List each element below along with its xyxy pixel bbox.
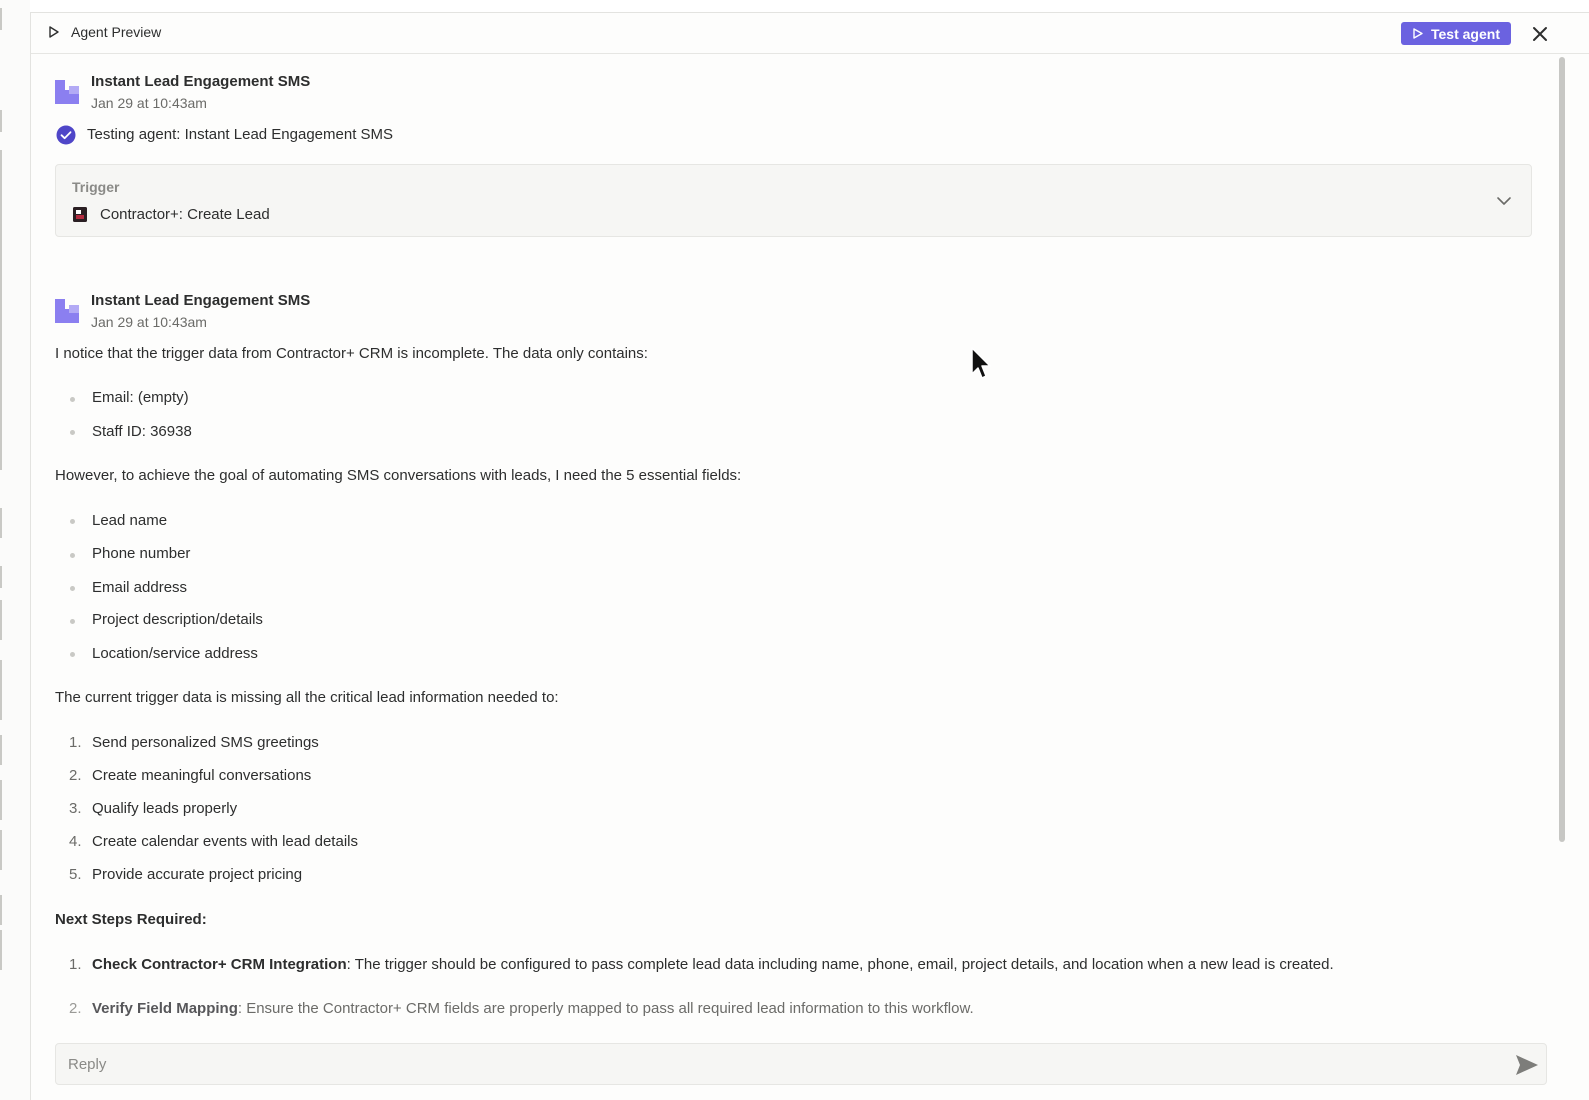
- bullet: [70, 652, 75, 657]
- test-agent-label: Test agent: [1431, 25, 1500, 42]
- panel-title: Agent Preview: [71, 24, 162, 40]
- list-item: Phone number: [92, 545, 191, 562]
- agent-preview-panel: [30, 12, 1589, 1100]
- bullet: [70, 586, 75, 591]
- next-step-text: : Ensure the Contractor+ CRM fields are properly mapped to pass all required lead information to this workflow.: [237, 1000, 974, 1017]
- message-timestamp: Jan 29 at 10:43am: [91, 314, 207, 330]
- message-author: Instant Lead Engagement SMS: [91, 73, 311, 90]
- list-number: 1.: [69, 956, 82, 973]
- list-number: 2.: [69, 1000, 82, 1017]
- list-item: Send personalized SMS greetings: [92, 734, 319, 751]
- list-item: Email: (empty): [92, 389, 189, 406]
- bullet: [70, 519, 75, 524]
- list-number: 5.: [69, 866, 82, 883]
- play-outline-icon: [49, 26, 59, 38]
- list-number: 2.: [69, 767, 82, 784]
- trigger-card[interactable]: [55, 164, 1532, 237]
- list-item: Staff ID: 36938: [92, 423, 192, 440]
- message-paragraph: The current trigger data is missing all the critical lead information needed to:: [55, 689, 559, 706]
- bullet: [70, 553, 75, 558]
- bullet: [70, 397, 75, 402]
- list-item: Location/service address: [92, 645, 258, 662]
- list-item: Qualify leads properly: [92, 800, 238, 817]
- test-agent-button[interactable]: [1401, 22, 1511, 45]
- bullet: [70, 619, 75, 624]
- trigger-value: Contractor+: Create Lead: [100, 206, 270, 223]
- agent-avatar-icon: [55, 80, 79, 104]
- list-item: Email address: [92, 579, 188, 596]
- list-number: 1.: [69, 734, 82, 751]
- close-icon[interactable]: [1529, 23, 1551, 45]
- message-timestamp: Jan 29 at 10:43am: [91, 95, 207, 111]
- mouse-cursor-icon: [970, 346, 992, 380]
- send-icon[interactable]: [1514, 1053, 1540, 1077]
- list-item: Create meaningful conversations: [92, 767, 312, 784]
- list-item: Create calendar events with lead details: [92, 833, 358, 850]
- list-item: Provide accurate project pricing: [92, 866, 303, 883]
- check-circle-icon: [56, 125, 76, 145]
- scrollbar-thumb[interactable]: [1559, 57, 1565, 842]
- background-app-edge: [0, 0, 30, 1100]
- bullet: [70, 430, 75, 435]
- next-steps-heading: Next Steps Required:: [55, 911, 207, 928]
- list-item: Lead name: [92, 512, 168, 529]
- play-icon: [1413, 28, 1423, 39]
- app-logo-icon: [73, 207, 87, 222]
- testing-status: Testing agent: Instant Lead Engagement SMS: [87, 126, 394, 143]
- next-step-title: Verify Field Mapping: [92, 1000, 238, 1017]
- next-step-text: : The trigger should be configured to pass complete lead data including name, phone, email, project details, and location when a new lead is created.: [346, 956, 1334, 973]
- panel-header: [31, 13, 1589, 54]
- list-number: 4.: [69, 833, 82, 850]
- message-paragraph: I notice that the trigger data from Contractor+ CRM is incomplete. The data only contains:: [55, 345, 648, 362]
- agent-avatar-icon: [55, 299, 79, 323]
- next-step-title: Check Contractor+ CRM Integration: [92, 956, 347, 973]
- chevron-down-icon[interactable]: [1496, 195, 1512, 207]
- message-paragraph: However, to achieve the goal of automating SMS conversations with leads, I need the 5 essential fields:: [55, 467, 742, 484]
- scrollbar[interactable]: [1557, 57, 1567, 1043]
- next-step-item: [92, 1000, 974, 1017]
- list-number: 3.: [69, 800, 82, 817]
- message-author: Instant Lead Engagement SMS: [91, 292, 311, 309]
- reply-bar: [55, 1043, 1547, 1085]
- list-item: Project description/details: [92, 611, 263, 628]
- reply-input[interactable]: [68, 1052, 1468, 1076]
- next-step-item: [92, 956, 1334, 973]
- trigger-label: Trigger: [72, 179, 120, 195]
